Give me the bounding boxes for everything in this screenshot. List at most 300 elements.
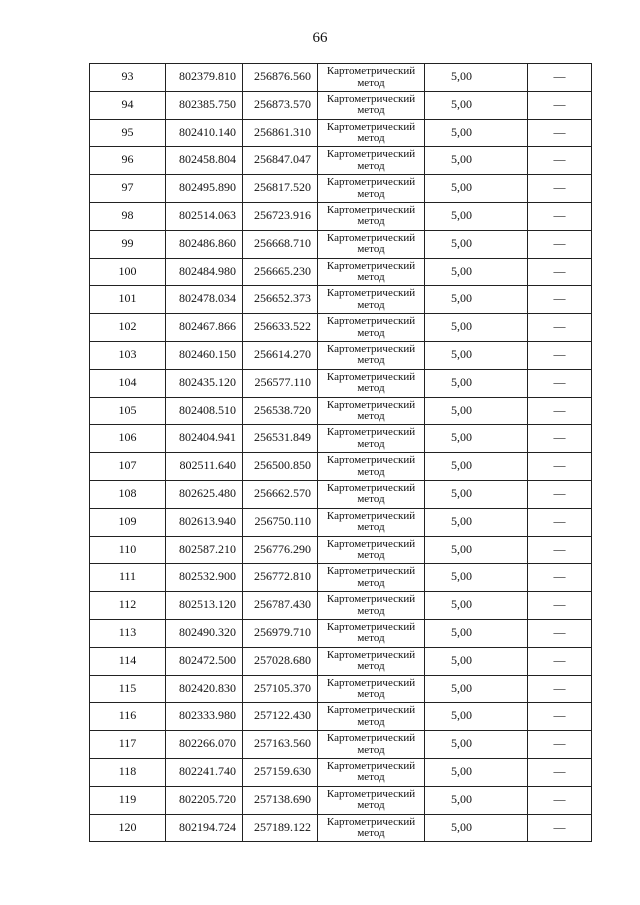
- accuracy-cell-text: 5,00: [451, 597, 472, 612]
- x-coordinate-cell: [166, 508, 243, 536]
- y-coordinate-cell-text: 256633.522: [254, 319, 311, 334]
- method-cell: [318, 314, 425, 342]
- x-coordinate-cell: [166, 592, 243, 620]
- note-cell-text: —: [553, 152, 566, 167]
- point-number-cell: [90, 314, 166, 342]
- accuracy-cell-text: 5,00: [451, 569, 472, 584]
- note-cell: [528, 369, 592, 397]
- y-coordinate-cell: [243, 147, 318, 175]
- x-coordinate-cell-text: 802495.890: [179, 180, 236, 195]
- method-cell-text: Картометрический метод: [326, 676, 416, 701]
- note-cell-text: —: [553, 597, 566, 612]
- method-cell: [318, 675, 425, 703]
- x-coordinate-cell: [166, 786, 243, 814]
- point-number-cell: [90, 786, 166, 814]
- note-cell: [528, 230, 592, 258]
- point-number-cell: [90, 147, 166, 175]
- point-number-cell: [90, 564, 166, 592]
- note-cell: [528, 175, 592, 203]
- note-cell-text: —: [553, 96, 566, 111]
- method-cell-text: Картометрический метод: [326, 203, 416, 228]
- note-cell: [528, 592, 592, 620]
- table-row: [90, 286, 592, 314]
- y-coordinate-cell: [243, 369, 318, 397]
- note-cell: [528, 314, 592, 342]
- method-cell: [318, 703, 425, 731]
- x-coordinate-cell-text: 802490.320: [179, 624, 236, 639]
- accuracy-cell-text: 5,00: [451, 152, 472, 167]
- note-cell: [528, 619, 592, 647]
- x-coordinate-cell: [166, 480, 243, 508]
- accuracy-cell-text: 5,00: [451, 235, 472, 250]
- table-row: [90, 703, 592, 731]
- x-coordinate-cell-text: 802484.980: [179, 263, 236, 278]
- note-cell: [528, 675, 592, 703]
- accuracy-cell: [425, 258, 528, 286]
- x-coordinate-cell-text: 802587.210: [179, 541, 236, 556]
- table-row: [90, 64, 592, 92]
- point-number-cell: [90, 202, 166, 230]
- table-row: [90, 536, 592, 564]
- accuracy-cell: [425, 341, 528, 369]
- x-coordinate-cell: [166, 758, 243, 786]
- accuracy-cell: [425, 91, 528, 119]
- y-coordinate-cell-text: 256577.110: [254, 374, 311, 389]
- method-cell: [318, 397, 425, 425]
- point-number-cell: [90, 675, 166, 703]
- point-number-cell-text: 110: [118, 541, 137, 556]
- accuracy-cell: [425, 397, 528, 425]
- note-cell-text: —: [553, 513, 566, 528]
- note-cell: [528, 202, 592, 230]
- method-cell: [318, 91, 425, 119]
- accuracy-cell: [425, 119, 528, 147]
- point-number-cell: [90, 397, 166, 425]
- note-cell-text: —: [553, 624, 566, 639]
- accuracy-cell: [425, 425, 528, 453]
- point-number-cell: [90, 536, 166, 564]
- y-coordinate-cell: [243, 814, 318, 842]
- x-coordinate-cell-text: 802420.830: [179, 680, 236, 695]
- note-cell-text: —: [553, 374, 566, 389]
- method-cell: [318, 425, 425, 453]
- accuracy-cell: [425, 230, 528, 258]
- point-number-cell: [90, 647, 166, 675]
- table-row: [90, 675, 592, 703]
- point-number-cell-text: 107: [118, 458, 137, 473]
- method-cell: [318, 508, 425, 536]
- table-row: [90, 647, 592, 675]
- point-number-cell-text: 111: [118, 569, 137, 584]
- note-cell: [528, 119, 592, 147]
- point-number-cell: [90, 814, 166, 842]
- y-coordinate-cell-text: 256787.430: [254, 597, 311, 612]
- note-cell: [528, 786, 592, 814]
- y-coordinate-cell: [243, 91, 318, 119]
- method-cell: [318, 814, 425, 842]
- point-number-cell-text: 94: [121, 96, 134, 111]
- method-cell: [318, 731, 425, 759]
- x-coordinate-cell-text: 802435.120: [179, 374, 236, 389]
- point-number-cell-text: 96: [121, 152, 134, 167]
- y-coordinate-cell: [243, 258, 318, 286]
- method-cell-text: Картометрический метод: [326, 287, 416, 311]
- method-cell: [318, 64, 425, 92]
- accuracy-cell: [425, 786, 528, 814]
- x-coordinate-cell-text: 802486.860: [179, 235, 236, 250]
- accuracy-cell: [425, 536, 528, 564]
- table-row: [90, 786, 592, 814]
- note-cell: [528, 508, 592, 536]
- method-cell-text: Картометрический метод: [326, 370, 416, 395]
- y-coordinate-cell-text: 256531.849: [254, 430, 311, 445]
- point-number-cell: [90, 425, 166, 453]
- method-cell: [318, 786, 425, 814]
- x-coordinate-cell: [166, 286, 243, 314]
- accuracy-cell-text: 5,00: [451, 763, 472, 778]
- method-cell-text: Картометрический метод: [326, 648, 416, 673]
- note-cell: [528, 731, 592, 759]
- note-cell-text: —: [553, 680, 566, 695]
- method-cell-text: Картометрический метод: [326, 787, 416, 812]
- x-coordinate-cell-text: 802472.500: [179, 652, 236, 667]
- x-coordinate-cell: [166, 453, 243, 481]
- method-cell: [318, 369, 425, 397]
- note-cell-text: —: [553, 569, 566, 584]
- x-coordinate-cell-text: 802408.510: [179, 402, 236, 417]
- note-cell-text: —: [553, 124, 566, 139]
- accuracy-cell-text: 5,00: [451, 430, 472, 445]
- y-coordinate-cell-text: 256500.850: [254, 458, 311, 473]
- point-number-cell: [90, 703, 166, 731]
- method-cell-text: Картометрический метод: [326, 759, 416, 784]
- accuracy-cell: [425, 64, 528, 92]
- table-row: [90, 369, 592, 397]
- y-coordinate-cell: [243, 731, 318, 759]
- x-coordinate-cell-text: 802532.900: [179, 569, 236, 584]
- accuracy-cell: [425, 731, 528, 759]
- x-coordinate-cell-text: 802478.034: [179, 291, 236, 306]
- accuracy-cell-text: 5,00: [451, 541, 472, 556]
- note-cell-text: —: [553, 736, 566, 751]
- y-coordinate-cell-text: 257163.560: [254, 736, 311, 751]
- accuracy-cell: [425, 647, 528, 675]
- method-cell: [318, 619, 425, 647]
- accuracy-cell: [425, 703, 528, 731]
- note-cell: [528, 453, 592, 481]
- x-coordinate-cell: [166, 703, 243, 731]
- note-cell-text: —: [553, 819, 566, 834]
- method-cell-text: Картометрический метод: [326, 565, 416, 589]
- accuracy-cell: [425, 369, 528, 397]
- point-number-cell-text: 99: [121, 235, 134, 250]
- point-number-cell: [90, 341, 166, 369]
- point-number-cell-text: 115: [118, 680, 137, 695]
- table-row: [90, 91, 592, 119]
- x-coordinate-cell: [166, 425, 243, 453]
- note-cell: [528, 286, 592, 314]
- x-coordinate-cell-text: 802511.640: [179, 458, 236, 473]
- table-row: [90, 619, 592, 647]
- point-number-cell-text: 114: [118, 652, 137, 667]
- y-coordinate-cell-text: 257159.630: [254, 763, 311, 778]
- point-number-cell-text: 102: [118, 319, 137, 334]
- x-coordinate-cell: [166, 564, 243, 592]
- accuracy-cell: [425, 147, 528, 175]
- note-cell-text: —: [553, 346, 566, 361]
- accuracy-cell: [425, 480, 528, 508]
- point-number-cell-text: 95: [121, 124, 134, 139]
- x-coordinate-cell: [166, 369, 243, 397]
- y-coordinate-cell: [243, 230, 318, 258]
- note-cell: [528, 758, 592, 786]
- y-coordinate-cell: [243, 64, 318, 92]
- method-cell-text: Картометрический метод: [326, 732, 416, 756]
- x-coordinate-cell: [166, 175, 243, 203]
- note-cell-text: —: [553, 291, 566, 306]
- method-cell: [318, 258, 425, 286]
- method-cell-text: Картометрический метод: [326, 704, 416, 728]
- method-cell-text: Картометрический метод: [326, 426, 416, 450]
- accuracy-cell: [425, 619, 528, 647]
- y-coordinate-cell: [243, 202, 318, 230]
- method-cell-text: Картометрический метод: [326, 231, 416, 256]
- accuracy-cell-text: 5,00: [451, 124, 472, 139]
- x-coordinate-cell: [166, 397, 243, 425]
- accuracy-cell: [425, 453, 528, 481]
- y-coordinate-cell: [243, 564, 318, 592]
- point-number-cell-text: 116: [118, 708, 137, 723]
- accuracy-cell-text: 5,00: [451, 374, 472, 389]
- y-coordinate-cell-text: 256776.290: [254, 541, 311, 556]
- x-coordinate-cell-text: 802333.980: [179, 708, 236, 723]
- accuracy-cell-text: 5,00: [451, 652, 472, 667]
- method-cell: [318, 286, 425, 314]
- note-cell: [528, 397, 592, 425]
- x-coordinate-cell: [166, 619, 243, 647]
- method-cell-text: Картометрический метод: [326, 148, 416, 172]
- note-cell-text: —: [553, 402, 566, 417]
- point-number-cell-text: 109: [118, 513, 137, 528]
- note-cell-text: —: [553, 235, 566, 250]
- method-cell-text: Картометрический метод: [326, 509, 416, 534]
- method-cell: [318, 175, 425, 203]
- point-number-cell-text: 120: [118, 819, 137, 834]
- y-coordinate-cell: [243, 341, 318, 369]
- x-coordinate-cell-text: 802194.724: [179, 819, 236, 834]
- note-cell: [528, 703, 592, 731]
- y-coordinate-cell-text: 257138.690: [254, 791, 311, 806]
- point-number-cell: [90, 480, 166, 508]
- y-coordinate-cell-text: 256614.270: [254, 346, 311, 361]
- note-cell: [528, 64, 592, 92]
- accuracy-cell-text: 5,00: [451, 346, 472, 361]
- table-row: [90, 508, 592, 536]
- point-number-cell-text: 106: [118, 430, 137, 445]
- y-coordinate-cell-text: 257122.430: [254, 708, 311, 723]
- note-cell: [528, 147, 592, 175]
- accuracy-cell-text: 5,00: [451, 291, 472, 306]
- method-cell-text: Картометрический метод: [326, 593, 416, 617]
- point-number-cell: [90, 453, 166, 481]
- point-number-cell: [90, 64, 166, 92]
- point-number-cell-text: 117: [118, 736, 137, 751]
- table-row: [90, 758, 592, 786]
- table-row: [90, 119, 592, 147]
- table-row: [90, 175, 592, 203]
- point-number-cell-text: 97: [121, 180, 134, 195]
- y-coordinate-cell-text: 256668.710: [254, 235, 311, 250]
- table-row: [90, 731, 592, 759]
- x-coordinate-cell-text: 802379.810: [179, 69, 236, 83]
- note-cell-text: —: [553, 319, 566, 334]
- table-row: [90, 592, 592, 620]
- note-cell: [528, 564, 592, 592]
- method-cell: [318, 758, 425, 786]
- note-cell: [528, 480, 592, 508]
- x-coordinate-cell-text: 802514.063: [179, 207, 236, 222]
- y-coordinate-cell-text: 257105.370: [254, 680, 311, 695]
- table-row: [90, 814, 592, 842]
- y-coordinate-cell-text: 256662.570: [254, 485, 311, 500]
- method-cell-text: Картометрический метод: [326, 398, 416, 423]
- note-cell: [528, 91, 592, 119]
- note-cell: [528, 814, 592, 842]
- y-coordinate-cell: [243, 647, 318, 675]
- accuracy-cell-text: 5,00: [451, 319, 472, 334]
- x-coordinate-cell: [166, 341, 243, 369]
- y-coordinate-cell-text: 257189.122: [254, 819, 311, 834]
- method-cell: [318, 202, 425, 230]
- accuracy-cell: [425, 592, 528, 620]
- x-coordinate-cell: [166, 91, 243, 119]
- y-coordinate-cell-text: 257028.680: [254, 652, 311, 667]
- accuracy-cell-text: 5,00: [451, 69, 472, 83]
- accuracy-cell: [425, 202, 528, 230]
- x-coordinate-cell-text: 802613.940: [179, 513, 236, 528]
- point-number-cell: [90, 508, 166, 536]
- accuracy-cell-text: 5,00: [451, 680, 472, 695]
- note-cell-text: —: [553, 180, 566, 195]
- y-coordinate-cell-text: 256873.570: [254, 96, 311, 111]
- y-coordinate-cell-text: 256876.560: [254, 69, 311, 83]
- accuracy-cell-text: 5,00: [451, 207, 472, 222]
- table-row: [90, 147, 592, 175]
- y-coordinate-cell-text: 256817.520: [254, 180, 311, 195]
- y-coordinate-cell-text: 256979.710: [254, 624, 311, 639]
- point-number-cell-text: 98: [121, 207, 134, 222]
- point-number-cell: [90, 369, 166, 397]
- y-coordinate-cell-text: 256847.047: [254, 152, 311, 167]
- table-row: [90, 230, 592, 258]
- note-cell-text: —: [553, 69, 566, 83]
- table-row: [90, 341, 592, 369]
- x-coordinate-cell: [166, 647, 243, 675]
- accuracy-cell: [425, 314, 528, 342]
- x-coordinate-cell: [166, 814, 243, 842]
- accuracy-cell-text: 5,00: [451, 819, 472, 834]
- y-coordinate-cell-text: 256652.373: [254, 291, 311, 306]
- note-cell-text: —: [553, 652, 566, 667]
- accuracy-cell: [425, 508, 528, 536]
- point-number-cell-text: 103: [118, 346, 137, 361]
- accuracy-cell-text: 5,00: [451, 180, 472, 195]
- point-number-cell: [90, 731, 166, 759]
- point-number-cell-text: 119: [118, 791, 137, 806]
- x-coordinate-cell: [166, 147, 243, 175]
- y-coordinate-cell: [243, 314, 318, 342]
- accuracy-cell-text: 5,00: [451, 708, 472, 723]
- x-coordinate-cell: [166, 230, 243, 258]
- x-coordinate-cell: [166, 731, 243, 759]
- point-number-cell-text: 101: [118, 291, 137, 306]
- note-cell-text: —: [553, 708, 566, 723]
- x-coordinate-cell-text: 802625.480: [179, 485, 236, 500]
- point-number-cell-text: 108: [118, 485, 137, 500]
- x-coordinate-cell-text: 802460.150: [179, 346, 236, 361]
- x-coordinate-cell: [166, 536, 243, 564]
- accuracy-cell: [425, 286, 528, 314]
- accuracy-cell-text: 5,00: [451, 624, 472, 639]
- method-cell-text: Картометрический метод: [326, 342, 416, 367]
- x-coordinate-cell-text: 802467.866: [179, 319, 236, 334]
- x-coordinate-cell-text: 802458.804: [179, 152, 236, 167]
- method-cell: [318, 592, 425, 620]
- method-cell: [318, 453, 425, 481]
- method-cell: [318, 480, 425, 508]
- y-coordinate-cell: [243, 592, 318, 620]
- y-coordinate-cell-text: 256861.310: [254, 124, 311, 139]
- accuracy-cell-text: 5,00: [451, 791, 472, 806]
- accuracy-cell-text: 5,00: [451, 96, 472, 111]
- x-coordinate-cell: [166, 119, 243, 147]
- accuracy-cell-text: 5,00: [451, 458, 472, 473]
- point-number-cell: [90, 230, 166, 258]
- point-number-cell: [90, 286, 166, 314]
- point-number-cell: [90, 175, 166, 203]
- point-number-cell-text: 93: [121, 69, 134, 83]
- point-number-cell-text: 113: [118, 624, 137, 639]
- y-coordinate-cell: [243, 786, 318, 814]
- point-number-cell: [90, 619, 166, 647]
- table-row: [90, 397, 592, 425]
- method-cell-text: Картометрический метод: [326, 537, 416, 562]
- y-coordinate-cell: [243, 453, 318, 481]
- x-coordinate-cell: [166, 314, 243, 342]
- table-row: [90, 480, 592, 508]
- note-cell-text: —: [553, 541, 566, 556]
- point-number-cell-text: 118: [118, 763, 137, 778]
- y-coordinate-cell: [243, 758, 318, 786]
- accuracy-cell: [425, 814, 528, 842]
- table-row: [90, 453, 592, 481]
- x-coordinate-cell-text: 802513.120: [179, 597, 236, 612]
- y-coordinate-cell-text: 256538.720: [254, 402, 311, 417]
- note-cell: [528, 425, 592, 453]
- table-row: [90, 425, 592, 453]
- coordinates-table-body: [90, 64, 592, 842]
- x-coordinate-cell-text: 802404.941: [179, 430, 236, 445]
- accuracy-cell-text: 5,00: [451, 513, 472, 528]
- accuracy-cell: [425, 564, 528, 592]
- method-cell-text: Картометрический метод: [326, 92, 416, 117]
- y-coordinate-cell: [243, 397, 318, 425]
- method-cell-text: Картометрический метод: [326, 120, 416, 145]
- table-row: [90, 314, 592, 342]
- method-cell: [318, 564, 425, 592]
- note-cell-text: —: [553, 763, 566, 778]
- point-number-cell-text: 105: [118, 402, 137, 417]
